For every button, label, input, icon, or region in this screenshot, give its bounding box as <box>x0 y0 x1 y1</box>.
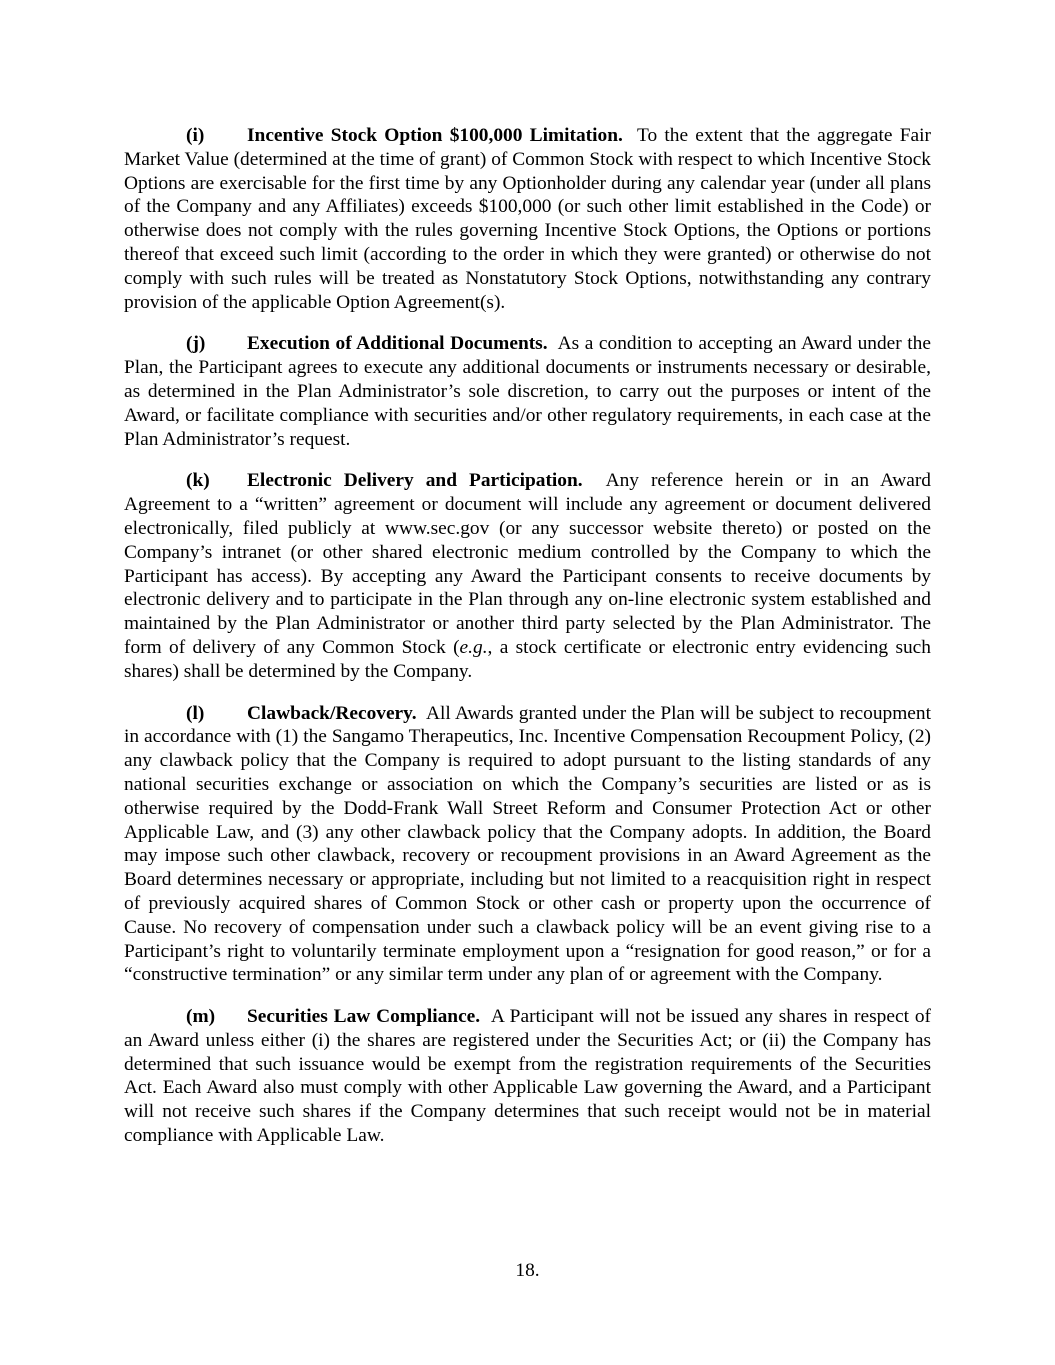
section-number: (l) <box>186 702 205 724</box>
page-number: 18. <box>515 1260 540 1281</box>
section-m <box>124 1005 931 1148</box>
section-body: All Awards granted under the Plan will be subject to recoupment in accordance with (1) the Sangamo Therapeutics, Inc. Incentive Compensation Recoupment Policy, (2) any clawback policy that the Company is required to adopt pursuant to the listing standards of any national securities exchange or association on which the Company’s securities are listed or as is otherwise required by the Dodd-Frank Wall Street Reform and Consumer Protection Act or other Applicable Law, and (3) any other clawback policy that the Company adopts. In addition, the Board may impose such other clawback, recovery or recoupment provisions in an Award Agreement as the Board determines necessary or appropriate, including but not limited to a reacquisition right in respect of previously acquired shares of Common Stock or other cash or property upon the occurrence of Cause. No recovery of compensation under such a clawback policy will be an event giving rise to a Participant’s right to voluntarily terminate employment upon a “resignation for good reason,” or for a “constructive termination” or any similar term under any plan of or agreement with the Company. <box>124 702 931 986</box>
section-body: A Participant will not be issued any shares in respect of an Award unless either (i) the shares are registered under the Securities Act; or (ii) the Company has determined that such issuance would be exempt from the registration requirements of the Securities Act. Each Award also must comply with other Applicable Law governing the Award, and a Participant will not receive such shares if the Company determines that such receipt would not be in material compliance with Applicable Law. <box>124 1006 931 1147</box>
section-heading: Execution of Additional Documents. <box>247 333 548 355</box>
section-heading: Clawback/Recovery. <box>247 702 417 724</box>
section-number: (k) <box>186 470 210 492</box>
section-body: Any reference herein or in an Award Agreement to a “written” agreement or document will include any agreement or document delivered electronically, filed publicly at www.sec.gov (or any successor website thereto) or posted on the Company’s intranet (or other shared electronic medium controlled by the Company to which the Participant has access). By accepting any Award the Participant consents to receive documents by electronic delivery and to participate in the Plan through any on-line electronic system established and maintained by the Plan Administrator or another third party selected by the Plan Administrator. The form of delivery of any Common Stock ( <box>124 470 932 658</box>
section-body-continued: , a stock certificate or electronic entry evidencing such shares) shall be determined by the Company. <box>124 636 931 682</box>
section-l <box>124 702 931 988</box>
section-number: (i) <box>186 125 205 146</box>
section-i <box>124 124 931 314</box>
section-heading: Securities Law Compliance. <box>247 1006 481 1028</box>
section-body: To the extent that the aggregate Fair Market Value (determined at the time of grant) of Common Stock with respect to which Incentive Stock Options are exercisable for the first time by any Optionholder during any calendar year (under all plans of the Company and any Affiliates) exceeds $100,000 (or such other limit established in the Code) or otherwise does not comply with the rules governing Incentive Stock Options, the Options or portions thereof that exceed such limit (according to the order in which they were granted) or otherwise do not comply with such rules will be treated as Nonstatutory Stock Options, notwithstanding any contrary provision of the applicable Option Agreement(s). <box>124 125 931 313</box>
document-page <box>124 124 931 1166</box>
section-number: (m) <box>186 1006 216 1028</box>
section-k <box>124 469 931 683</box>
section-j <box>124 332 931 451</box>
section-body: As a condition to accepting an Award under the Plan, the Participant agrees to execute any additional documents or instruments necessary or desirable, as determined in the Plan Administrator’s sole discretion, to carry out the purposes or intent of the Award, or facilitate compliance with securities and/or other regulatory requirements, in each case at the Plan Administrator’s request. <box>124 333 931 450</box>
section-heading: Incentive Stock Option $100,000 Limitation. <box>247 125 623 146</box>
section-body-italic: e.g. <box>459 636 488 658</box>
section-heading: Electronic Delivery and Participation. <box>247 470 583 492</box>
section-number: (j) <box>186 333 206 355</box>
